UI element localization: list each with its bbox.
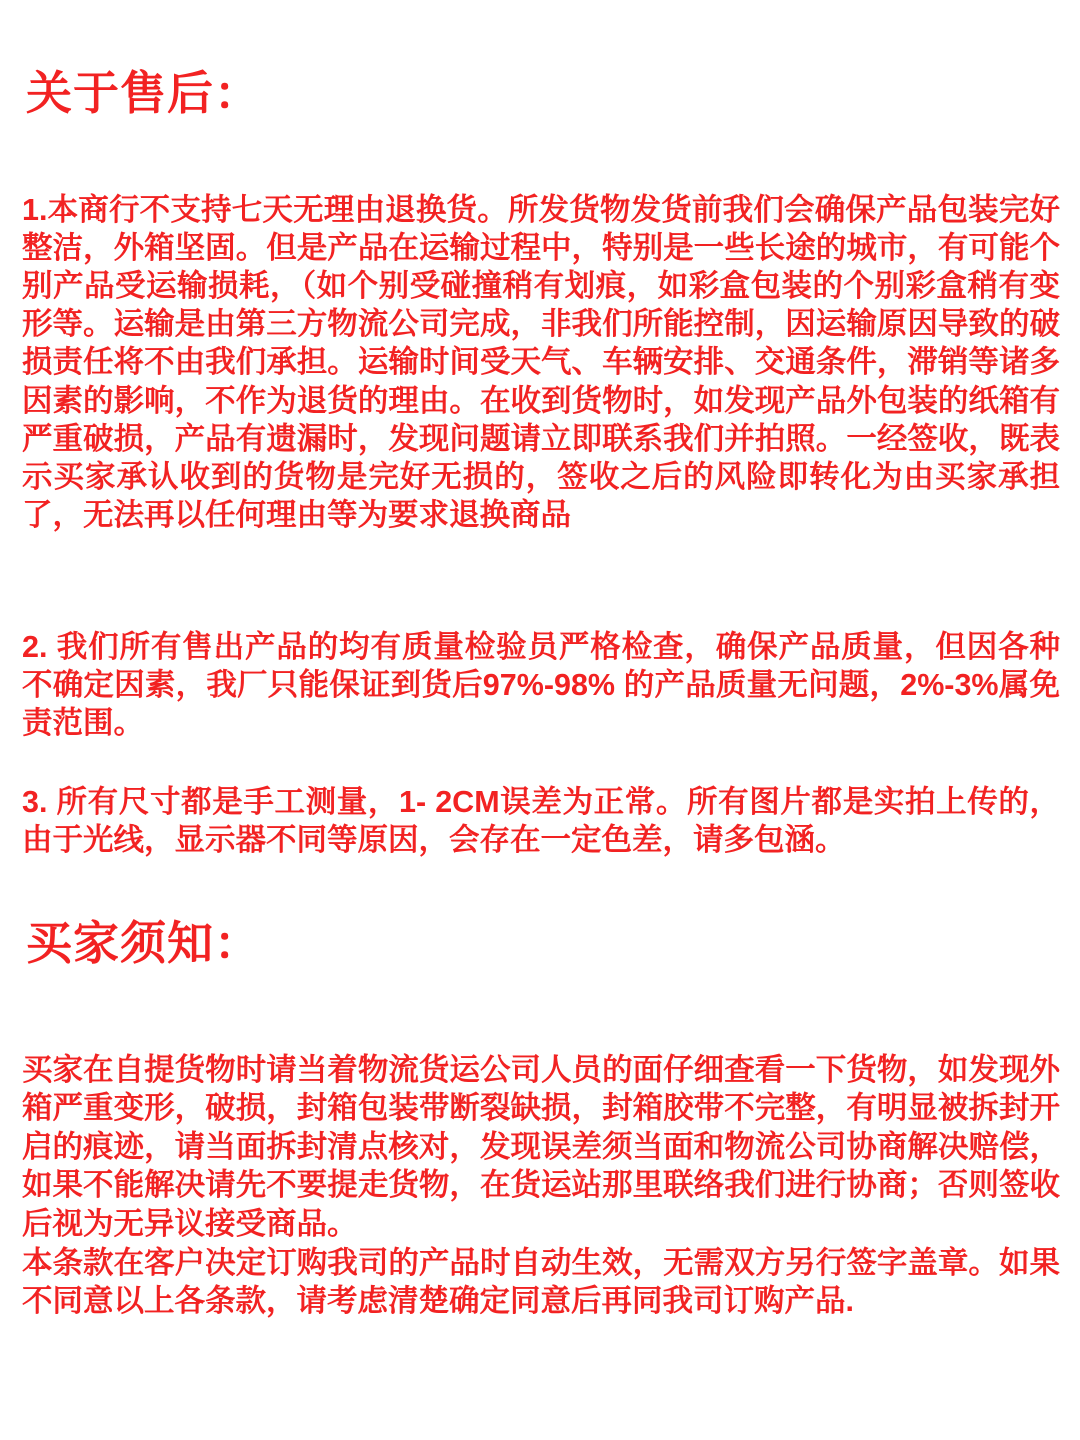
- after-sale-paragraph-2: 2. 我们所有售出产品的均有质量检验员严格检查，确保产品质量，但因各种不确定因素，我厂只能保证到货后97%-98% 的产品质量无问题，2%-3%属免责范围。: [22, 629, 1060, 740]
- after-sale-paragraph-1: 1.本商行不支持七天无理由退换货。所发货物发货前我们会确保产品包装完好整洁，外箱坚固。但是产品在运输过程中，特别是一些长途的城市，有可能个别产品受运输损耗，（如个别受碰撞稍有划痕，如彩盒包装的个别彩盒稍有变形等。运输是由第三方物流公司完成，非我们所能控制，因运输原因导致的破损责任将不由我们承担。运输时间受天气、车辆安排、交通条件，滞销等诸多因素的影响，不作为退货的理由。在收到货物时，如发现产品外包装的纸箱有严重破损，产品有遗漏时，发现问题请立即联系我们并拍照。一经签收，既表示买家承认收到的货物是完好无损的，签收之后的风险即转化为由买家承担了，无法再以任何理由等为要求退换商品: [22, 192, 1060, 533]
- buyer-notice-heading: 买家须知：: [26, 917, 261, 969]
- after-sale-paragraph-3: 3. 所有尺寸都是手工测量，1- 2CM误差为正常。所有图片都是实拍上传的，由于光线，显示器不同等原因，会存在一定色差，请多包涵。: [22, 784, 1060, 857]
- after-sale-heading: 关于售后：: [26, 67, 261, 119]
- buyer-notice-paragraph-2: 本条款在客户决定订购我司的产品时自动生效，无需双方另行签字盖章。如果不同意以上各条款，请考虑清楚确定同意后再同我司订购产品.: [22, 1245, 1060, 1318]
- buyer-notice-paragraph-1: 买家在自提货物时请当着物流货运公司人员的面仔细查看一下货物，如发现外箱严重变形，破损，封箱包装带断裂缺损，封箱胶带不完整，有明显被拆封开启的痕迹，请当面拆封清点核对，发现误差须当面和物流公司协商解决赔偿，如果不能解决请先不要提走货物，在货运站那里联络我们进行协商；否则签收后视为无异议接受商品。: [22, 1052, 1060, 1241]
